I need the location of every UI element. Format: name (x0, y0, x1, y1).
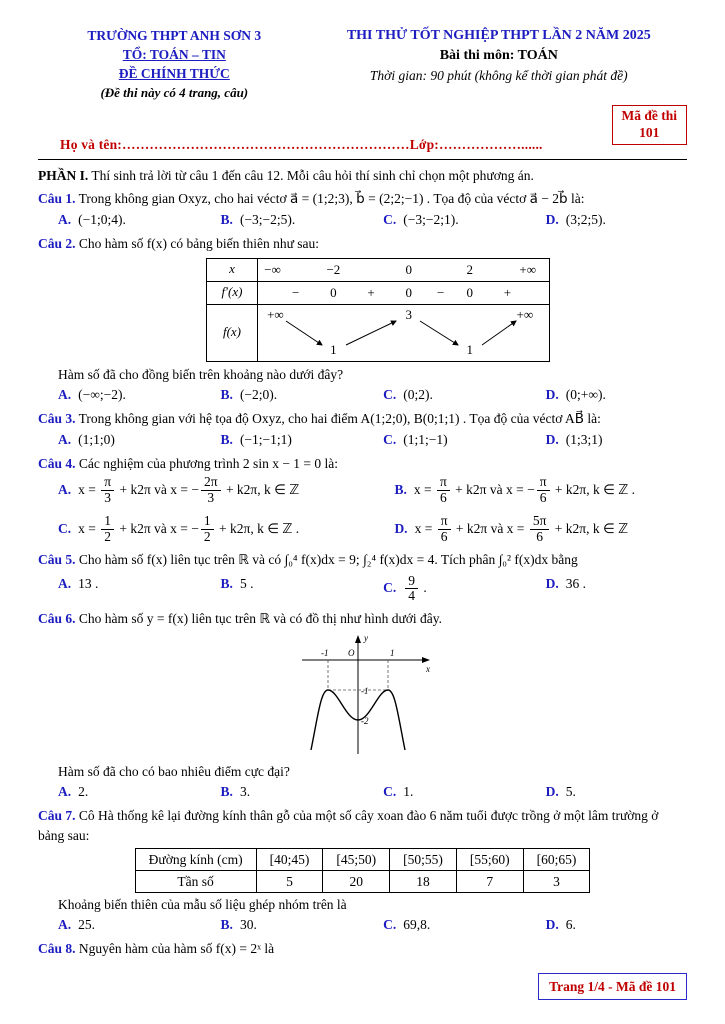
exam-code-value: 101 (639, 124, 660, 140)
option-text: x = $\frac{1}{2}$ + k2π và x = − $\frac{1}{2}$ + k2π, k ∈ ℤ . (78, 513, 300, 545)
option-text: (−1;0;4). (78, 212, 126, 228)
option-q5-c (383, 574, 546, 604)
question-4-stem: Các nghiệm của phương trình 2 sin x − 1 = 0 là: (78, 456, 339, 472)
question-1-label: Câu 1. (38, 191, 76, 207)
option-q1-d (546, 210, 687, 229)
option-text: (−1;−1;1) (239, 432, 292, 448)
option-q1-a (58, 210, 221, 229)
question-8-stem: Nguyên hàm của hàm số f(x) = 2ˣ là (78, 941, 275, 957)
question-2-label: Câu 2. (38, 236, 76, 252)
option-text: (1;1;−1) (403, 432, 448, 448)
header-left (38, 26, 311, 103)
header-divider (38, 159, 687, 160)
table-cell: 5 (256, 870, 323, 892)
option-text: x = $\frac{\pi}{3}$ + k2π và x = − $\frac{2\pi}{3}$ + k2π, k ∈ ℤ (78, 474, 300, 505)
question-1-options (38, 210, 687, 229)
question-6-subquestion: Hàm số đã cho có bao nhiêu điểm cực đại? (58, 764, 290, 780)
question-6-options (38, 782, 687, 801)
sign: − (437, 284, 445, 300)
option-key: D. (545, 386, 559, 402)
question-3-label: Câu 3. (38, 410, 76, 426)
option-key: B. (220, 386, 233, 402)
f-value: 1 (330, 342, 337, 358)
table-cell: [45;50) (323, 848, 390, 870)
option-q1-b (221, 210, 384, 229)
option-key: C. (383, 386, 397, 402)
option-text: 36 . (565, 575, 587, 591)
question-3-stem: Trong không gian với hệ tọa độ Oxyz, cho hai điểm A(1;2;0), B(0;1;1) . Tọa độ của véctơ AB⃗ là: (78, 410, 601, 426)
option-key: D. (394, 520, 408, 536)
table-header-cell: Đường kính (cm) (135, 848, 256, 870)
question-7-stem: Cô Hà thống kê lại đường kính thân gỗ của một số cây xoan đào 6 năm tuổi được trồng ở một lâm trường ở bảng sau: (38, 808, 659, 843)
part1-text: Thí sinh trả lời từ câu 1 đến câu 12. Mỗi câu hỏi thí sinh chỉ chọn một phương án. (88, 167, 534, 183)
option-q4-a (58, 475, 394, 505)
table-row (135, 870, 590, 892)
question-7-options (38, 915, 687, 934)
question-4-label: Câu 4. (38, 456, 76, 472)
variation-table-fprime-row (207, 281, 549, 304)
option-q7-c (383, 915, 546, 934)
option-key: B. (220, 917, 233, 933)
option-text: 69,8. (403, 917, 431, 933)
option-q2-b (221, 385, 384, 404)
sign: − (292, 284, 300, 300)
question-4-options (38, 475, 687, 544)
sign: + (367, 284, 375, 300)
option-key: C. (383, 212, 397, 228)
option-q5-b (221, 574, 384, 604)
part1-label: PHẦN I. (38, 167, 89, 183)
question-1 (38, 189, 687, 229)
question-3-options (38, 430, 687, 449)
option-key: A. (58, 481, 72, 497)
table-cell: [60;65) (523, 848, 590, 870)
function-graph (288, 630, 438, 760)
variation-table (206, 258, 550, 362)
option-q7-b (221, 915, 384, 934)
question-5-stem: Cho hàm số f(x) liên tục trên ℝ và có ∫₀⁴ f(x)dx = 9; ∫₂⁴ f(x)dx = 4. Tích phân ∫₀² f(x)dx bằng (78, 551, 578, 567)
option-q4-b (394, 475, 687, 505)
option-text: (−3;−2;5). (239, 212, 296, 228)
option-q3-d (546, 430, 687, 449)
x-value: 0 (405, 261, 413, 277)
table-cell: 7 (456, 870, 523, 892)
table-header-cell: Tần số (135, 870, 256, 892)
option-key: B. (394, 481, 407, 497)
duration-line: Thời gian: 90 phút (không kể thời gian phát đề) (369, 67, 628, 83)
frequency-table (135, 848, 591, 893)
option-q3-b (221, 430, 384, 449)
y-tick-neg1: -1 (360, 686, 368, 697)
sign: 0 (405, 284, 413, 300)
official-exam-label: ĐỀ CHÍNH THỨC (118, 66, 230, 82)
option-q5-d (546, 574, 687, 604)
part1-heading (38, 166, 687, 185)
x-tick-neg1: -1 (320, 648, 328, 659)
row-label-x: x (207, 259, 258, 281)
option-text: 1. (403, 784, 414, 800)
option-key: D. (545, 212, 559, 228)
option-key: B. (220, 784, 233, 800)
option-key: A. (58, 212, 72, 228)
exam-code-label: Mã đề thi (621, 107, 677, 123)
option-text: x = $\frac{\pi}{6}$ + k2π và x = − $\frac{\pi}{6}$ + k2π, k ∈ ℤ . (413, 474, 636, 505)
question-1-stem: Trong không gian Oxyz, cho hai véctơ a⃗ = (1;2;3), b⃗ = (2;2;−1) . Tọa độ của véctơ a⃗ − 2b⃗ là: (78, 191, 585, 207)
row-label-fprime: f′(x) (207, 282, 258, 304)
option-key: D. (545, 575, 559, 591)
x-value: 2 (466, 261, 473, 277)
student-info-row (38, 105, 687, 157)
question-7-subquestion: Khoảng biến thiên của mẫu số liệu ghép nhóm trên là (58, 897, 347, 913)
option-q6-a (58, 782, 221, 801)
option-key: C. (383, 432, 397, 448)
option-q4-c (58, 514, 394, 544)
f-value: 3 (405, 306, 413, 322)
x-value: +∞ (519, 261, 536, 277)
question-5-options (38, 574, 687, 604)
variation-arrows (258, 305, 548, 361)
question-2 (38, 234, 687, 403)
header (38, 26, 687, 103)
option-text: (1;1;0) (78, 432, 115, 448)
option-text: (0;2). (403, 386, 433, 402)
option-key: C. (58, 520, 72, 536)
option-text: 3. (239, 784, 251, 800)
subject-line: Bài thi môn: TOÁN (439, 47, 558, 63)
option-key: C. (383, 579, 397, 595)
question-6-stem: Cho hàm số y = f(x) liên tục trên ℝ và có đồ thị như hình dưới đây. (78, 610, 443, 626)
option-key: A. (58, 784, 72, 800)
sign: 0 (330, 284, 337, 300)
option-q3-a (58, 430, 221, 449)
question-4 (38, 454, 687, 544)
option-key: B. (220, 575, 233, 591)
question-6-label: Câu 6. (38, 610, 76, 626)
option-key: D. (545, 432, 559, 448)
option-key: C. (383, 917, 397, 933)
option-q5-a (58, 574, 221, 604)
option-q1-c (383, 210, 546, 229)
option-key: A. (58, 386, 72, 402)
x-value: −∞ (264, 261, 281, 277)
option-text: x = $\frac{\pi}{6}$ + k2π và x = $\frac{5\pi}{6}$ + k2π, k ∈ ℤ (414, 513, 629, 545)
option-text: 2. (78, 784, 89, 800)
table-cell: 20 (323, 870, 390, 892)
y-axis-label: y (363, 633, 368, 644)
y-tick-neg2: -2 (360, 716, 368, 727)
option-key: D. (545, 917, 559, 933)
option-text: (1;3;1) (565, 432, 603, 448)
variation-table-x-row (207, 259, 549, 281)
option-text: 25. (78, 917, 95, 933)
option-key: A. (58, 432, 72, 448)
question-7 (38, 806, 687, 934)
student-name-line: Họ và tên:………………………………………………………Lớp:………………...... (60, 136, 543, 152)
option-text: 13 . (78, 575, 99, 591)
question-5 (38, 550, 687, 604)
school-name: TRƯỜNG THPT ANH SƠN 3 (87, 28, 262, 43)
question-5-label: Câu 5. (38, 551, 76, 567)
option-q6-c (383, 782, 546, 801)
sign: 0 (466, 284, 473, 300)
sign: + (503, 284, 512, 300)
option-key: A. (58, 917, 72, 933)
option-key: C. (383, 784, 397, 800)
table-cell: 18 (390, 870, 457, 892)
option-key: A. (58, 575, 72, 591)
option-key: B. (220, 212, 233, 228)
option-q3-c (383, 430, 546, 449)
option-q6-d (546, 782, 687, 801)
option-text: (−3;−2;1). (403, 212, 459, 228)
variation-table-f-row (207, 304, 549, 361)
table-row (135, 848, 590, 870)
exam-code-box (612, 105, 688, 145)
page-footer-box: Trang 1/4 - Mã đề 101 (538, 973, 687, 1000)
question-2-stem: Cho hàm số f(x) có bảng biến thiên như sau: (78, 236, 320, 252)
row-label-f: f(x) (207, 305, 258, 361)
option-text: (0;+∞). (565, 386, 606, 402)
x-tick-1: 1 (389, 648, 394, 659)
table-cell: [40;45) (256, 848, 323, 870)
option-text: 6. (565, 917, 576, 933)
x-axis-label: x (425, 664, 430, 675)
option-text: (3;2;5). (565, 212, 606, 228)
x-value: −2 (326, 261, 341, 277)
question-8-label: Câu 8. (38, 941, 76, 957)
table-cell: [50;55) (390, 848, 457, 870)
option-text: 30. (239, 917, 257, 933)
option-q2-d (546, 385, 687, 404)
question-6 (38, 609, 687, 801)
question-2-options (38, 385, 687, 404)
pages-note: (Đề thi này có 4 trang, câu) (100, 85, 249, 101)
option-q7-a (58, 915, 221, 934)
option-q4-d (394, 514, 687, 544)
table-cell: [55;60) (456, 848, 523, 870)
question-8 (38, 939, 687, 958)
question-7-label: Câu 7. (38, 808, 76, 824)
f-value: +∞ (516, 306, 534, 322)
option-q2-a (58, 385, 221, 404)
option-text: 5 . (239, 575, 254, 591)
option-text: (−∞;−2). (78, 386, 126, 402)
table-cell: 3 (523, 870, 590, 892)
graph-container (38, 630, 687, 760)
option-q7-d (546, 915, 687, 934)
option-q2-c (383, 385, 546, 404)
origin-label: O (347, 648, 354, 659)
option-text: $\frac{9}{4}$ . (403, 580, 427, 595)
department-line: TỔ: TOÁN – TIN (122, 47, 226, 63)
f-value: +∞ (267, 306, 284, 322)
option-text: (−2;0). (239, 386, 278, 402)
question-2-subquestion: Hàm số đã cho đồng biến trên khoảng nào dưới đây? (58, 366, 344, 382)
option-q6-b (221, 782, 384, 801)
f-value: 1 (466, 342, 473, 358)
header-right (311, 26, 687, 103)
question-3 (38, 409, 687, 449)
option-key: B. (220, 432, 233, 448)
option-key: D. (545, 784, 559, 800)
exam-title: THI THỬ TỐT NGHIỆP THPT LẦN 2 NĂM 2025 (346, 28, 651, 43)
option-text: 5. (565, 784, 576, 800)
